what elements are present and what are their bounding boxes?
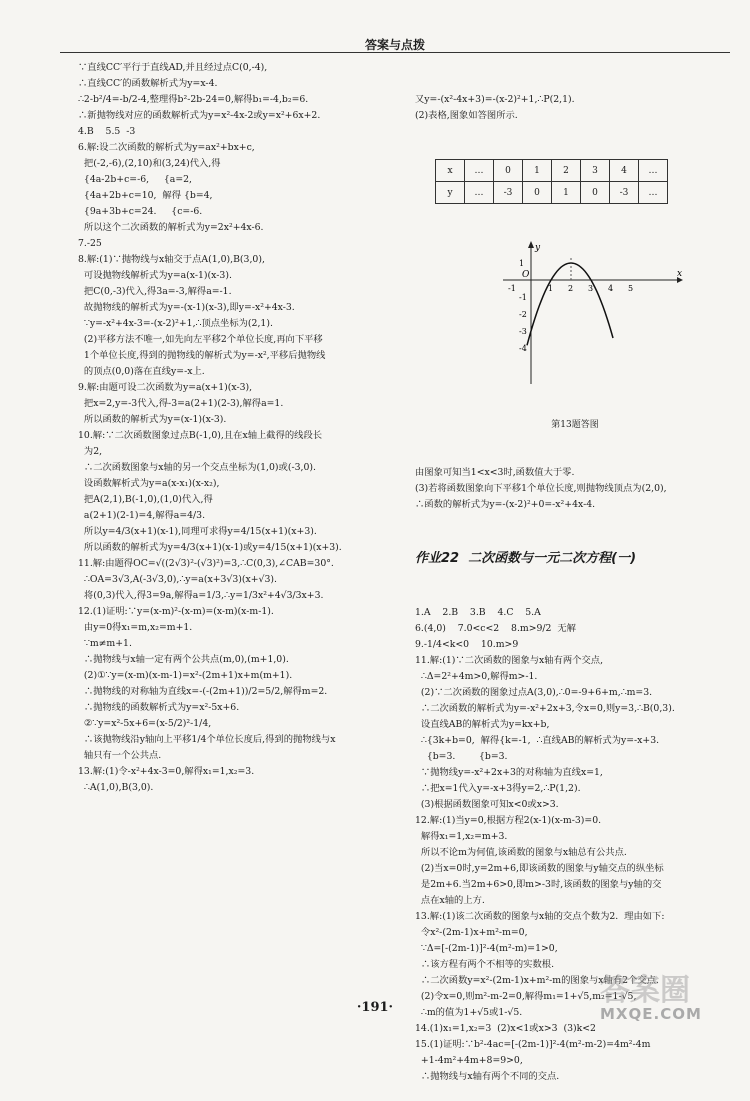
- y-axis-label: y: [535, 243, 541, 253]
- text-line: +1-4m²+4m+8=9>0,: [415, 1055, 523, 1066]
- table-cell: …: [465, 160, 494, 182]
- text-line: 所以函数的解析式为y=(x-1)(x-3).: [78, 414, 227, 425]
- table-cell: -3: [610, 182, 639, 204]
- x-tick-label: 1: [548, 284, 554, 293]
- text-line: ∴抛物线的对称轴为直线x=-(-(2m+1))/2=5/2,解得m=2.: [78, 686, 328, 697]
- page-header: [60, 0, 730, 52]
- text-line: 设直线AB的解析式为y=kx+b,: [415, 719, 550, 730]
- y-tick-label: -2: [519, 310, 527, 319]
- table-cell: y: [436, 182, 465, 204]
- text-line: 7.-25: [78, 238, 102, 249]
- text-line: 设函数解析式为y=a(x-x₁)(x-x₂),: [78, 478, 220, 489]
- right-top-block: [415, 92, 735, 124]
- text-line: ∴{3k+b=0, 解得{k=-1, ∴直线AB的解析式为y=-x+3.: [415, 735, 660, 746]
- section-title: 作业22 二次函数与一元二次方程(一): [415, 551, 637, 566]
- header-rule: [60, 52, 730, 53]
- table-row-y: [436, 182, 668, 204]
- page-header-title: 答案与点拨: [364, 38, 425, 52]
- text-line: 令x²-(2m-1)x+m²-m=0,: [415, 927, 528, 938]
- text-line: ∴OA=3√3,A(-3√3,0),∴y=a(x+3√3)(x+√3).: [78, 574, 277, 585]
- text-line: 11.解:(1)∵二次函数的图象与x轴有两个交点,: [415, 655, 604, 666]
- text-line: 所以这个二次函数的解析式为y=2x²+4x-6.: [78, 222, 264, 233]
- text-line: ∴该方程有两个不相等的实数根.: [415, 959, 555, 970]
- text-line: 的顶点(0,0)落在直线y=-x上.: [78, 366, 205, 377]
- text-line: 11.解:由题得OC=√((2√3)²-(√3)²)=3,∴C(0,3),∠CAB=30°.: [78, 558, 334, 569]
- x-tick-label: -1: [508, 284, 516, 293]
- table-cell: …: [465, 182, 494, 204]
- text-line: ∴直线CC′的函数解析式为y=x-4.: [78, 78, 218, 89]
- table-cell: 0: [494, 160, 523, 182]
- text-line: 15.(1)证明:∵b²-4ac=[-(2m-1)]²-4(m²-m-2)=4m²-4m: [415, 1039, 651, 1050]
- text-line: 由图象可知当1<x<3时,函数值大于零.: [415, 467, 575, 478]
- text-line: 所以不论m为何值,该函数的图象与x轴总有公共点.: [415, 847, 627, 858]
- text-line: ∵Δ=[-(2m-1)]²-4(m²-m)=1>0,: [415, 943, 558, 954]
- text-line: 故抛物线的解析式为y=-(x-1)(x-3),即y=-x²+4x-3.: [78, 302, 295, 313]
- text-line: ∴抛物线与x轴一定有两个公共点(m,0),(m+1,0).: [78, 654, 289, 665]
- table-cell: x: [436, 160, 465, 182]
- text-line: 所以函数的解析式为y=4/3(x+1)(x-1)或y=4/15(x+1)(x+3).: [78, 542, 342, 553]
- parabola-graph: [495, 240, 685, 385]
- y-tick-label: -3: [519, 327, 527, 336]
- watermark-logo: [600, 965, 732, 1023]
- text-line: 可设抛物线解析式为y=a(x-1)(x-3).: [78, 270, 232, 281]
- text-line: 12.(1)证明:∵y=(x-m)²-(x-m)=(x-m)(x-m-1).: [78, 606, 274, 617]
- text-line: (2)平移方法不唯一,如先向左平移2个单位长度,再向下平移: [78, 334, 323, 345]
- text-line: 是2m+6.当2m+6>0,即m>-3时,该函数的图象与y轴的交: [415, 879, 662, 890]
- text-line: {4a+2b+c=10, 解得 {b=4,: [78, 190, 213, 201]
- text-line: 解得x₁=1,x₂=m+3.: [415, 831, 508, 842]
- text-line: ∴二次函数的解析式为y=-x²+2x+3,令x=0,则y=3,∴B(0,3).: [415, 703, 675, 714]
- table-row-x: [436, 160, 668, 182]
- text-line: ∴把x=1代入y=-x+3得y=2,∴P(1,2).: [415, 783, 581, 794]
- page-number: ·191·: [356, 1000, 394, 1015]
- text-line: (3)根据函数图象可知x<0或x>3.: [415, 799, 559, 810]
- y-axis-arrow: [528, 241, 534, 248]
- text-line: (2)当x=0时,y=2m+6,即该函数的图象与y轴交点的纵坐标: [415, 863, 664, 874]
- parabola-curve: [527, 263, 613, 345]
- text-line: 所以y=4/3(x+1)(x-1),同理可求得y=4/15(x+1)(x+3).: [78, 526, 317, 537]
- y-tick-label: -1: [519, 293, 527, 302]
- table-cell: 1: [552, 182, 581, 204]
- text-line: 13.解:(1)该二次函数的图象与x轴的交点个数为2. 理由如下:: [415, 911, 665, 922]
- text-line: (2)表格,图象如答图所示.: [415, 110, 518, 121]
- table-cell: 0: [581, 182, 610, 204]
- text-line: ∵y=-x²+4x-3=-(x-2)²+1,∴顶点坐标为(2,1).: [78, 318, 273, 329]
- text-line: 13.解:(1)令-x²+4x-3=0,解得x₁=1,x₂=3.: [78, 766, 255, 777]
- x-tick-label: 4: [608, 284, 614, 293]
- text-line: 把A(2,1),B(-1,0),(1,0)代入,得: [78, 494, 213, 505]
- watermark-url: MXQE.COM: [600, 1005, 702, 1023]
- x-tick-label: 3: [588, 284, 594, 293]
- value-table: [435, 159, 668, 204]
- text-line: ∴抛物线的函数解析式为y=x²-5x+6.: [78, 702, 240, 713]
- text-line: (2)令x=0,则m²-m-2=0,解得m₁=1+√5,m₂=1-√5,: [415, 991, 637, 1002]
- text-line: 12.解:(1)当y=0,根据方程2(x-1)(x-m-3)=0.: [415, 815, 602, 826]
- text-line: 为2,: [78, 446, 103, 457]
- table-cell: -3: [494, 182, 523, 204]
- text-line: (2)①∵y=(x-m)(x-m-1)=x²-(2m+1)x+m(m+1).: [78, 670, 293, 681]
- text-line: 6.(4,0) 7.0<c<2 8.m>9/2 无解: [415, 623, 576, 634]
- text-line: ∴函数的解析式为y=-(x-2)²+0=-x²+4x-4.: [415, 499, 596, 510]
- y-tick-label: -4: [519, 344, 527, 353]
- table-cell: 2: [552, 160, 581, 182]
- text-line: ②∵y=x²-5x+6=(x-5/2)²-1/4,: [78, 718, 212, 729]
- text-line: ∴A(1,0),B(3,0).: [78, 782, 154, 793]
- text-line: (3)若将函数图象向下平移1个单位长度,则抛物线顶点为(2,0),: [415, 483, 667, 494]
- right-mid-block: [415, 465, 735, 513]
- x-ticks: [508, 284, 633, 293]
- left-column: [78, 60, 408, 796]
- x-tick-label: 2: [568, 284, 574, 293]
- text-line: 把C(0,-3)代入,得3a=-3,解得a=-1.: [78, 286, 232, 297]
- text-line: ∴新抛物线对应的函数解析式为y=x²-4x-2或y=x²+6x+2.: [78, 110, 321, 121]
- watermark-big: 答案圈: [600, 973, 690, 1008]
- text-line: 将(0,3)代入,得3=9a,解得a=1/3,∴y=1/3x²+4√3/3x+3.: [78, 590, 324, 601]
- text-line: ∴该抛物线沿y轴向上平移1/4个单位长度后,得到的抛物线与x: [78, 734, 336, 745]
- text-line: ∴抛物线与x轴有两个不同的交点.: [415, 1071, 560, 1082]
- text-line: ∴Δ=2²+4m>0,解得m>-1.: [415, 671, 538, 682]
- text-line: 把x=2,y=-3代入,得-3=a(2+1)(2-3),解得a=1.: [78, 398, 284, 409]
- table-cell: …: [639, 182, 668, 204]
- text-line: 又y=-(x²-4x+3)=-(x-2)²+1,∴P(2,1).: [415, 94, 575, 105]
- text-line: 把(-2,-6),(2,10)和(3,24)代入,得: [78, 158, 221, 169]
- text-line: 点在x轴的上方.: [415, 895, 485, 906]
- table-cell: 3: [581, 160, 610, 182]
- text-line: a(2+1)(2-1)=4,解得a=4/3.: [78, 510, 206, 521]
- x-axis-label: x: [677, 269, 683, 279]
- text-line: 9.解:由题可设二次函数为y=a(x+1)(x-3),: [78, 382, 253, 393]
- text-line: 6.解:设二次函数的解析式为y=ax²+bx+c,: [78, 142, 255, 153]
- text-line: 4.B 5.5 -3: [78, 126, 136, 137]
- text-line: ∴2-b²/4=-b/2-4,整理得b²-2b-24=0,解得b₁=-4,b₂=6.: [78, 94, 309, 105]
- text-line: 8.解:(1)∵抛物线与x轴交于点A(1,0),B(3,0),: [78, 254, 265, 265]
- text-line: {9a+3b+c=24. {c=-6.: [78, 206, 203, 217]
- right-column: [415, 60, 735, 1101]
- text-line: 轴只有一个公共点.: [78, 750, 162, 761]
- text-line: {4a-2b+c=-6, {a=2,: [78, 174, 192, 185]
- origin-label: O: [522, 270, 530, 280]
- text-line: 10.解:∵二次函数图象过点B(-1,0),且在x轴上截得的线段长: [78, 430, 323, 441]
- table-cell: 4: [610, 160, 639, 182]
- table-cell: …: [639, 160, 668, 182]
- text-line: ∵m≠m+1.: [78, 638, 132, 649]
- text-line: 1个单位长度,得到的抛物线的解析式为y=-x²,平移后抛物线: [78, 350, 326, 361]
- text-line: {b=3. {b=3.: [415, 751, 508, 762]
- table-cell: 1: [523, 160, 552, 182]
- table-cell: 0: [523, 182, 552, 204]
- text-line: 14.(1)x₁=1,x₂=3 (2)x<1或x>3 (3)k<2: [415, 1023, 596, 1034]
- text-line: ∵直线CC′平行于直线AD,并且经过点C(0,-4),: [78, 62, 268, 73]
- text-line: ∴二次函数图象与x轴的另一个交点坐标为(1,0)或(-3,0).: [78, 462, 316, 473]
- text-line: ∴二次函数y=x²-(2m-1)x+m²-m的图象与x轴有2个交点.: [415, 975, 659, 986]
- text-line: ∵抛物线y=-x²+2x+3的对称轴为直线x=1,: [415, 767, 603, 778]
- x-tick-label: 5: [628, 284, 634, 293]
- text-line: 由y=0得x₁=m,x₂=m+1.: [78, 622, 193, 633]
- graph-caption: 第13题答图: [551, 420, 599, 430]
- text-line: 1.A 2.B 3.B 4.C 5.A: [415, 607, 541, 618]
- text-line: ∴m的值为1+√5或1-√5.: [415, 1007, 523, 1018]
- text-line: 9.-1/4<k<0 10.m>9: [415, 639, 519, 650]
- y-tick-label: 1: [519, 259, 525, 268]
- text-line: (2)∵二次函数的图象过点A(3,0),∴0=-9+6+m,∴m=3.: [415, 687, 653, 698]
